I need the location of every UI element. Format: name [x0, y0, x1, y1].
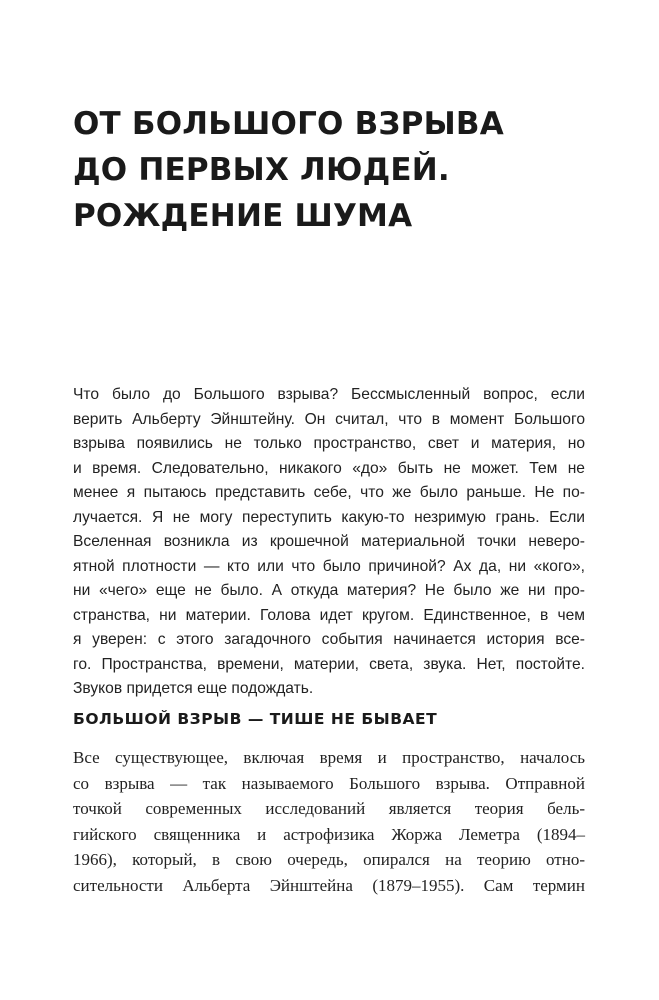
body-line: сительности Альберта Эйнштейна (1879–1955). Сам термин [73, 875, 585, 895]
intro-line: Что было до Большого взрыва? Бессмысленный вопрос, если [73, 386, 585, 403]
intro-line: ни «чего» еще не было. А откуда материя? Не было же ни про- [73, 582, 585, 599]
intro-line: и время. Следовательно, никакого «до» быть не может. Тем не [73, 459, 585, 477]
chapter-title [73, 101, 504, 239]
body-line: Все существующее, включая время и пространство, началось [73, 748, 585, 767]
intro-line: я уверен: с этого загадочного события начинается история все- [73, 631, 585, 648]
intro-line: лучается. Я не могу переступить какую-то незримую грань. Если [73, 508, 585, 526]
intro-line: взрыва появились не только пространство, свет и материя, но [73, 435, 585, 452]
body-line: точкой современных исследований является теория бель- [73, 799, 585, 818]
intro-line: ятной плотности — кто или что было причиной? Ах да, ни «кого», [73, 557, 585, 575]
body-line: со взрыва — так называемого Большого взрыва. Отправной [73, 773, 585, 793]
chapter-title-line: ДО ПЕРВЫХ ЛЮДЕЙ. [73, 152, 450, 188]
chapter-title-line: ОТ БОЛЬШОГО ВЗРЫВА [73, 106, 504, 142]
intro-line: Звуков придется еще подождать. [73, 680, 314, 697]
chapter-title-line: РОЖДЕНИЕ ШУМА [73, 198, 413, 234]
body-line: 1966), который, в свою очередь, опирался на теорию отно- [73, 850, 585, 869]
intro-line: Вселенная возникла из крошечной материальной точки неверо- [73, 533, 585, 550]
body-line: гийского священника и астрофизика Жоржа Леметра (1894– [73, 824, 585, 844]
intro-line: странства, ни материи. Голова идет кругом. Единственное, в чем [73, 606, 585, 624]
section-paragraph [73, 745, 585, 898]
section-heading: БОЛЬШОЙ ВЗРЫВ — ТИШЕ НЕ БЫВАЕТ [73, 710, 438, 728]
intro-line: верить Альберту Эйнштейну. Он считал, что в момент Большого [73, 410, 585, 428]
intro-line: го. Пространства, времени, материи, света, звука. Нет, постойте. [73, 655, 585, 673]
intro-line: менее я пытаюсь представить себе, что же было раньше. Не по- [73, 484, 585, 501]
intro-paragraph [73, 383, 585, 702]
